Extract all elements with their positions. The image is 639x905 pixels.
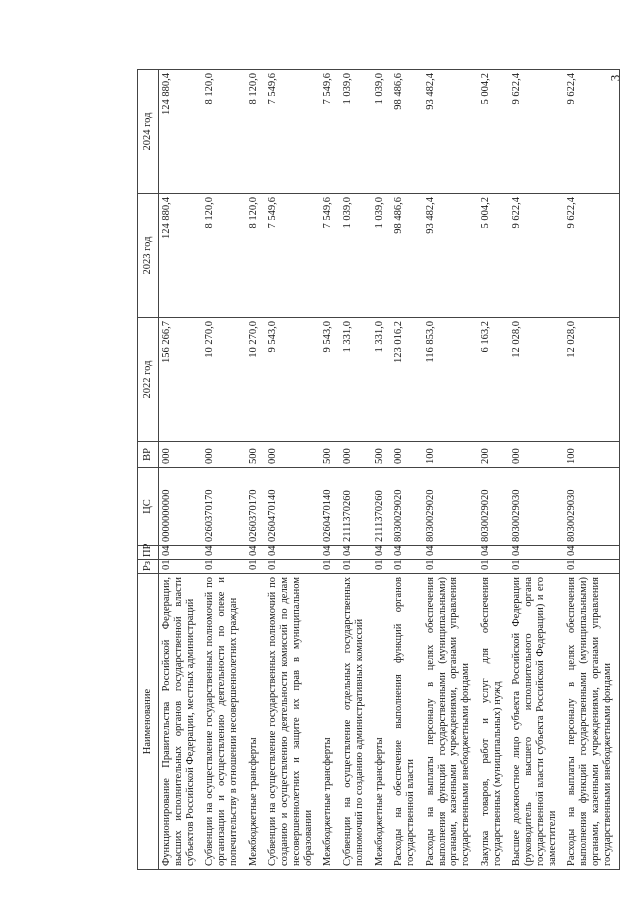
cell-2024: 93 482,4 [423,70,478,194]
cell-2023: 124 880,4 [159,194,203,318]
cell-vr: 000 [391,442,423,468]
cell-pr: 04 [340,546,372,560]
cell-cs: 8030029020 [423,468,478,546]
cell-name: Субвенции на осуществление государственных полномочий по созданию и осуществлению деятельности комиссий по делам несовершеннолетних и защите их прав в муниципальном образовании [265,574,320,870]
cell-rz: 01 [202,560,245,574]
cell-pr: 04 [159,546,203,560]
cell-name: Функционирование Правительства Российской Федерации, высших исполнительных органов государственной власти субъектов Российской Федерации, местных администраций [159,574,203,870]
cell-2022: 1 331,0 [340,318,372,442]
cell-2024: 9 622,4 [564,70,620,194]
cell-vr: 000 [265,442,320,468]
cell-pr: 04 [320,546,340,560]
cell-rz: 01 [340,560,372,574]
cell-2024: 124 880,4 [159,70,203,194]
cell-cs: 0260370170 [246,468,266,546]
cell-rz: 01 [159,560,203,574]
cell-2023: 93 482,4 [423,194,478,318]
cell-pr: 04 [478,546,510,560]
cell-rz: 01 [509,560,564,574]
cell-vr: 100 [423,442,478,468]
cell-name: Расходы на выплаты персоналу в целях обеспечения выполнения функций государственными (муниципальными) органами, казенными учреждениями, органами управления государственными внебюджетными фондами [423,574,478,870]
header-cs: ЦС [138,468,159,546]
cell-pr: 04 [509,546,564,560]
table-row [478,70,510,870]
cell-2022: 6 163,2 [478,318,510,442]
cell-2023: 9 622,4 [564,194,620,318]
cell-2023: 9 622,4 [509,194,564,318]
cell-pr: 04 [391,546,423,560]
cell-2022: 156 266,7 [159,318,203,442]
table-header-row [138,70,159,870]
cell-name: Межбюджетные трансферты [320,574,340,870]
cell-rz: 01 [372,560,392,574]
header-2023: 2023 год [138,194,159,318]
cell-vr: 000 [159,442,203,468]
cell-name: Субвенции на осуществление отдельных государственных полномочий по созданию административных комиссий [340,574,372,870]
cell-vr: 500 [320,442,340,468]
table-row [372,70,392,870]
table-row [391,70,423,870]
cell-rz: 01 [320,560,340,574]
cell-pr: 04 [372,546,392,560]
cell-cs: 2111370260 [340,468,372,546]
cell-cs: 0260370170 [202,468,245,546]
cell-name: Закупка товаров, работ и услуг для обеспечения государственных (муниципальных) нужд [478,574,510,870]
table-row [246,70,266,870]
cell-rz: 01 [246,560,266,574]
cell-vr: 000 [340,442,372,468]
cell-pr: 04 [265,546,320,560]
cell-2022: 10 270,0 [246,318,266,442]
cell-2023: 98 486,6 [391,194,423,318]
table-row [423,70,478,870]
cell-pr: 04 [423,546,478,560]
cell-2023: 7 549,6 [265,194,320,318]
cell-name: Высшее должностное лицо субъекта Российской Федерации (руководитель высшего исполнительного органа государственной власти субъекта Российской Федерации) и его заместители [509,574,564,870]
table-row [265,70,320,870]
header-2024: 2024 год [138,70,159,194]
cell-rz: 01 [564,560,620,574]
header-vr: ВР [138,442,159,468]
cell-cs: 2111370260 [372,468,392,546]
cell-name: Расходы на обеспечение выполнения функций органов государственной власти [391,574,423,870]
cell-cs: 8030029030 [564,468,620,546]
cell-vr: 500 [372,442,392,468]
cell-2023: 7 549,6 [320,194,340,318]
cell-cs: 8030029030 [509,468,564,546]
cell-2023: 1 039,0 [372,194,392,318]
table-row [202,70,245,870]
cell-2024: 7 549,6 [320,70,340,194]
cell-pr: 04 [246,546,266,560]
header-name: Наименование [138,574,159,870]
cell-rz: 01 [265,560,320,574]
cell-name: Межбюджетные трансферты [372,574,392,870]
cell-name: Субвенции на осуществление государственных полномочий по организации и осуществлению деятельности по опеке и попечительству в отношении несовершеннолетних граждан [202,574,245,870]
table-row [340,70,372,870]
cell-2024: 5 004,2 [478,70,510,194]
cell-cs: 0260470140 [320,468,340,546]
cell-rz: 01 [391,560,423,574]
cell-2022: 12 028,0 [509,318,564,442]
budget-table [137,69,620,870]
cell-name: Расходы на выплаты персоналу в целях обеспечения выполнения функций государственными (муниципальными) органами, казенными учреждениями, органами управления государственными внебюджетными фондами [564,574,620,870]
cell-2024: 8 120,0 [202,70,245,194]
cell-cs: 8030029020 [391,468,423,546]
cell-cs: 0000000000 [159,468,203,546]
cell-2023: 1 039,0 [340,194,372,318]
cell-2022: 9 543,0 [265,318,320,442]
header-rz: Рз [138,560,159,574]
cell-2022: 9 543,0 [320,318,340,442]
cell-vr: 200 [478,442,510,468]
table-row [564,70,620,870]
table-row [159,70,203,870]
cell-2022: 10 270,0 [202,318,245,442]
cell-cs: 0260470140 [265,468,320,546]
cell-2024: 8 120,0 [246,70,266,194]
cell-vr: 100 [564,442,620,468]
page-number: 3 [607,74,623,82]
cell-2022: 12 028,0 [564,318,620,442]
table-row [509,70,564,870]
cell-2022: 123 016,2 [391,318,423,442]
table-body [159,70,620,870]
cell-rz: 01 [423,560,478,574]
cell-2024: 98 486,6 [391,70,423,194]
header-2022: 2022 год [138,318,159,442]
cell-2024: 1 039,0 [340,70,372,194]
table-row [320,70,340,870]
cell-pr: 04 [564,546,620,560]
cell-vr: 500 [246,442,266,468]
cell-2023: 8 120,0 [202,194,245,318]
cell-vr: 000 [509,442,564,468]
cell-cs: 8030029020 [478,468,510,546]
rotated-table-container [137,70,626,870]
cell-2023: 5 004,2 [478,194,510,318]
cell-2024: 7 549,6 [265,70,320,194]
cell-2024: 1 039,0 [372,70,392,194]
cell-vr: 000 [202,442,245,468]
cell-2023: 8 120,0 [246,194,266,318]
header-pr: ПР [138,546,159,560]
cell-2022: 116 853,0 [423,318,478,442]
cell-2022: 1 331,0 [372,318,392,442]
cell-2024: 9 622,4 [509,70,564,194]
cell-pr: 04 [202,546,245,560]
cell-name: Межбюджетные трансферты [246,574,266,870]
cell-rz: 01 [478,560,510,574]
